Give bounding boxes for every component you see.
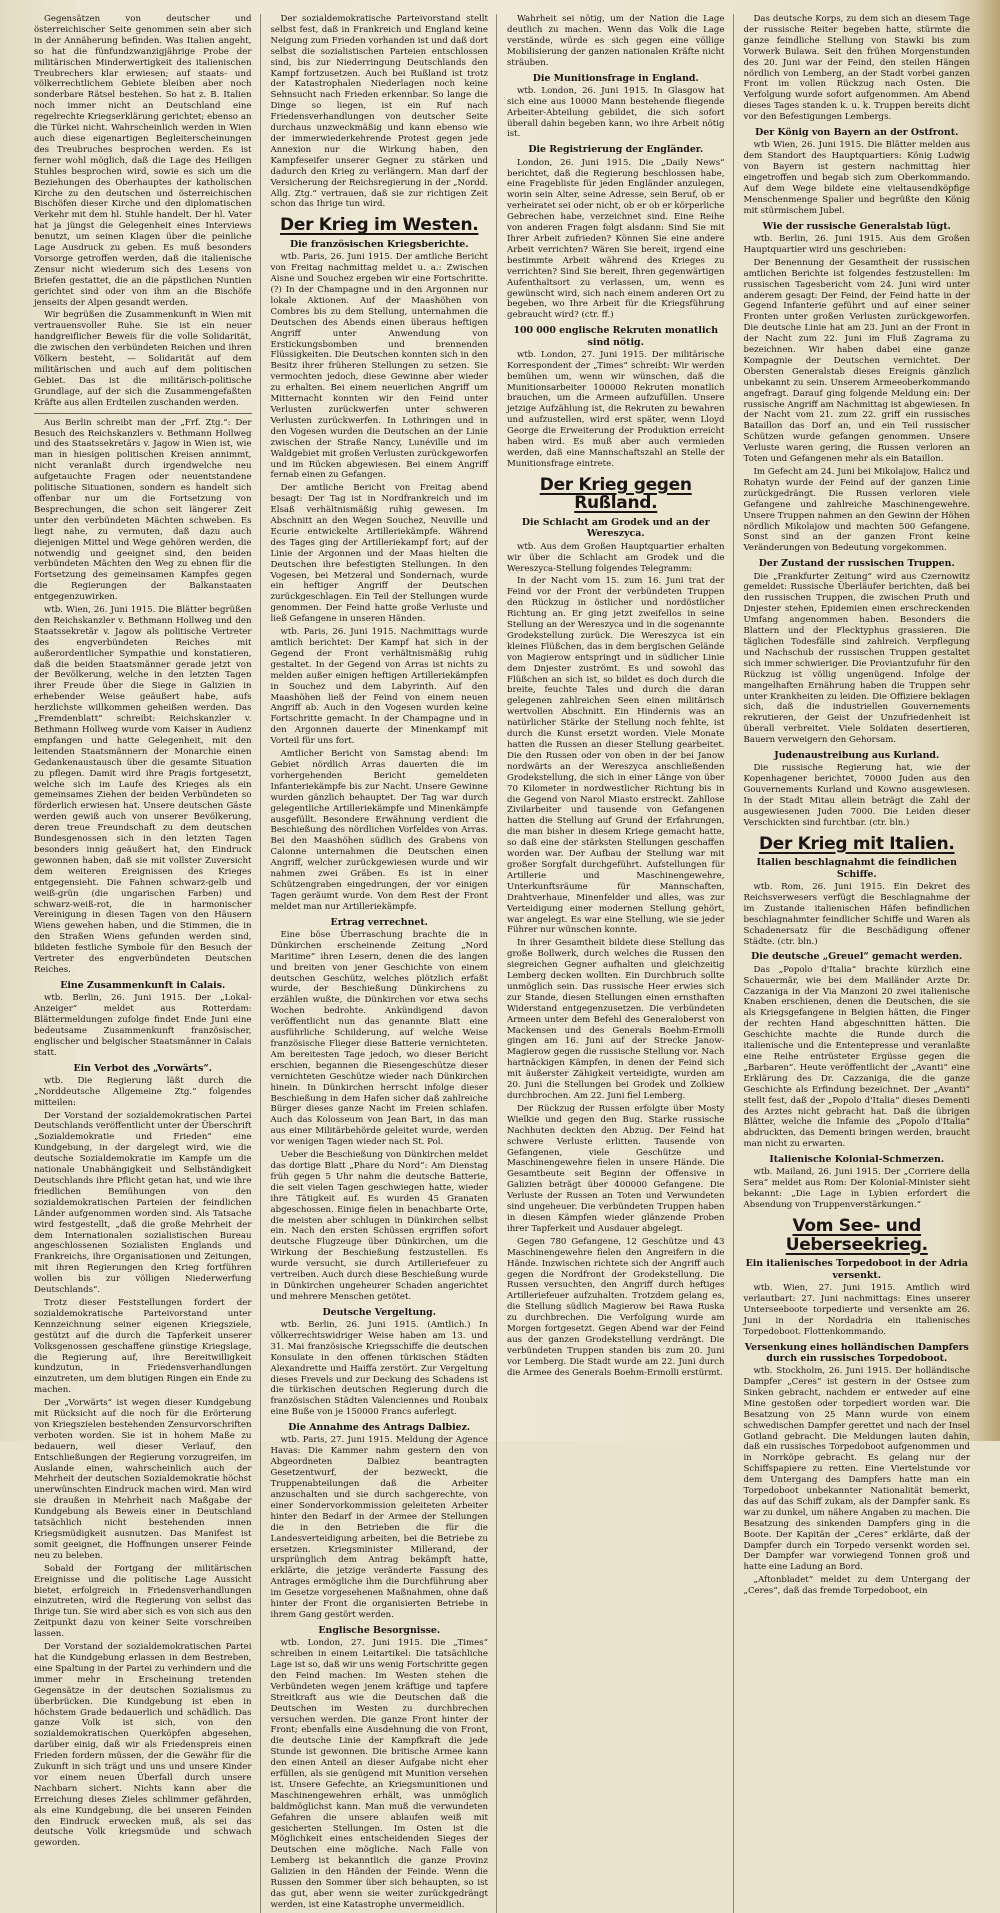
article-paragraph: Trotz dieser Feststellungen fordert der sozialdemokratische Parteivorstand unter Kennzeichnung seiner eigenen Kriegsziele, gestützt auf die durch die Tapferkeit unserer Volksgenossen geschaffene günstige Kriegslage, die Regierung auf, ihre Bereitwilligkeit kundzutun, in Friedensverhandlungen einzutreten, um dem blutigen Ringen ein Ende zu machen.: [34, 1297, 252, 1396]
article-paragraph: wtb. Berlin, 26. Juni 1915. (Amtlich.) In völkerrechtswidriger Weise haben am 13. und 31. Mai französische Kriegsschiffe die deutschen Konsulate in den offenen türkischen Städten Alexandrette und Haiffa zerstört. Zur Vergeltung dieses Frevels und zur Deckung des Schadens ist die türkischen deutschen Regierung durch die französischen Städten Valenciennes und Roubaix eine Buße von je 150000 Francs auferlegt.: [270, 1320, 488, 1418]
article-paragraph: „Aftonbladet“ meldet zu dem Untergang der „Ceres“, daß das fremde Torpedoboot, ein: [743, 1575, 970, 1597]
article-headline: Englische Besorgnisse.: [318, 1624, 441, 1636]
article-paragraph: Amtlicher Bericht von Samstag abend: Im Gebiet nördlich Arras dauerten die im vorhergehenden Bericht gemeldeten Infanteriekämpfe bis zur Nacht. Unsere Gewinne wurden gänzlich behauptet. Der Tag war durch gelegentliche Artilleriekämpfe und Minenkämpfe ausgefüllt. Besondere Erwähnung verdient die Beschießung des nördlichen Vorfeldes von Arras. Bei den Maashöhen südlich des Grabens von Calonne unternahmen die Deutschen einen Angriff, welcher zurückgewiesen wurde und wir nahmen zwei Gräben. Es ist in einer Schützengraben eingedrungen, der vor einigen Tagen geräumt wurde. Von dem Rest der Front meldet man nur Artilleriekämpfe.: [270, 749, 488, 912]
article-paragraph: Die russische Regierung hat, wie der Kopenhagener berichtet, 70000 Juden aus den Gouvernements Kurland und Kowno ausgewiesen. In der Stadt Mitau allein beträgt die Zahl der ausgewiesenen Juden 7000. Die Leiden dieser Verschickten sind furchtbar. (ctr. bln.): [743, 763, 970, 828]
article-headline: Die Schlacht am Grodek und an der Wereszyca.: [521, 517, 710, 540]
article-headline: Die französischen Kriegsberichte.: [289, 239, 469, 250]
article-paragraph: Der Vorstand der sozialdemokratischen Partei Deutschlands veröffentlicht unter der Überschrift „Sozialdemokratie und Frieden“ eine Kundgebung, in der dargelegt wird, wie die deutsche Sozialdemokratie im Kampfe um die nationale Unabhängigkeit und Selbständigkeit Deutschlands ihre Pflicht getan hat, und wie ihre friedlichen Bemühungen von den sozialdemokratischen Parteien der feindlichen Länder aufgenommen worden sind. Als Tatsache wird festgestellt, „daß die große Mehrheit der dem Internationalen sozialistischen Bureau angeschlossenen Sozialisten Englands und Frankreichs, ihre Organisationen und Zeitungen, mit ihren Regierungen den Krieg fortführen wollen bis zur völligen Niederwerfung Deutschlands“.: [34, 1110, 252, 1296]
article-paragraph: Der „Vorwärts“ ist wegen dieser Kundgebung mit Rücksicht auf die noch für die Erörterung von Kriegszielen bestehenden Zensurvorschriften verboten worden. Sie ist in hohem Maße zu bedauern, weil dieser Verlauf, den Entschließungen der Regierung vorzugreifen, im Auslande einen, wahrscheinlich auch der Mehrheit der deutschen Sozialdemokratie höchst unerwünschten Eindruck machen wird. Man wird sie draußen in Mehrheit nach Maßgabe der Kundgebung als Beweis einer in Deutschland tatsächlich nicht bestehenden innen Kriegsmüdigkeit ausnutzen. Das Manifest ist somit geeignet, die Hoffnungen unserer Feinde neu zu beleben.: [34, 1398, 252, 1561]
article-paragraph: Gegensätzen von deutscher und österreichischer Seite genommen sein aber sich in der Annäherung befinden. Was Italien angeht, so hat die fünfundzwanzigjährige Probe der militärischen Minderwertigkeit des italienischen Treubrechers klar erwiesen; auf staats- und völkerrechtlichem Gebiete bleiben aber noch sonderbare Rätsel bestehen. So hat z. B. Italien noch immer nicht an Deutschland eine regelrechte Kriegserklärung gerichtet; ebenso an die Türkei nicht. Wahrscheinlich werden in Wien auch diese eigenartigen Begleiterscheinungen des Treubruches besprochen werden. Es ist ferner wohl möglich, daß die Lage des Heiligen Stuhles besprochen wird, sowie es sich um die Beziehungen des Oberhauptes der katholischen Kirche zu den deutschen und österreichischen Bischöfen dieser Kirche und den diplomatischen Verkehr mit dem hl. Stuhle handelt. Der hl. Vater hat ja jüngst die Gelegenheit eines Interviews benutzt, um seinen Klagen über die peinliche Lage Ausdruck zu geben. Es muß besonders Vorsorge getroffen werden, daß die italienische Zensur nicht wiederum sich des Lesens von Briefen gestattet, die an die päpstlichen Nuntien gerichtet sind oder von ihm an die Bischöfe jenseits der Alpen gesandt werden.: [34, 14, 252, 308]
article-headline: Versenkung eines holländischen Dampfers durch ein russisches Torpedoboot.: [744, 1341, 969, 1364]
article-headline: 100 000 englische Rekruten monatlich sind nötig.: [513, 325, 719, 348]
article-paragraph: Wir begrüßen die Zusammenkunft in Wien mit vertrauensvoller Ruhe. Sie ist ein neuer handgreiflicher Beweis für die volle Solidarität, die zwischen den verbündeten Reichen und ihren Völkern besteht, — Solidarität auf dem militärischen und auch auf dem politischen Gebiet. Das ist die militärisch-politische Grundlage, auf der sich die Zusammengefaßten Kräfte aus allen Erdteilen zuschanden werden.: [34, 310, 252, 408]
column-2: [271, 14, 498, 1913]
article-headline: Der Zustand der russischen Truppen.: [758, 558, 955, 570]
article-paragraph: wtb. London, 27. Juni 1915. Die „Times“ schreiben in einem Leitartikel: Die tatsächliche Lage ist so, daß wir uns wenig Fortschritte gegen den Feind machen. Im Westen stehen die Verbündeten wegen jenem kräftige und tapfere Streitkraft aus wie die Deutschen daß die Deutschen im Westen zu durchbrechen versuchen werden. Die ganze Front hinter der Front; ebenfalls eine Ausdehnung die von Front, die deutsche Linie der Kampfkraft die jede Stunde ist gewonnen. Die britische Armee kann den einen Anteil an dieser Aufgabe nicht eher erfüllen, als sie genügend mit Munition versehen ist. Unsere Gefechte, an Kriegsmunitionen und Maschinengewehren erhält, was unmöglich baldmöglichst kann. Man muß die verwundeten Gefahren die unsere ablaufen weiß mit gesicherten Stellungen. Im Osten ist die Möglichkeit eines entscheidenden Sieges der Deutschen eine mögliche. Nach Falle von Lemberg ist bekanntlich die ganze Provinz Galizien in den Händen der Feinde. Wenn die Russen den Sommer über sich behaupten, so ist das gut, aber wenn sie weiter zurückgedrängt werden, ist eine Katastrophe unvermeidlich.: [270, 1638, 488, 1910]
article-headline: Die Annahme des Antrags Dalbiez.: [288, 1422, 471, 1434]
article-paragraph: wtb. London, 27. Juni 1915. Der militärische Korrespondent der „Times“ schreibt: Wir werden bemühen um, wenn wir wünschen, daß die Munitionsarbeiter 100000 Rekruten monatlich brauchen, um die Armeen aufzufüllen. Unsere jetzige Aufzählung ist, die Rekruten zu bewahren und aufzustellen, wird erst später, wenn Lloyd George die Erweiterung der Produktion erreicht haben wird. Es muß aber auch vermieden werden, daß eine Mannschaftszahl an Stelle der Munitionsfrage eintrete.: [507, 349, 725, 469]
article-paragraph: Das deutsche Korps, zu dem sich an diesem Tage der russische Reiter begeben hatte, stürmte die ganze feindliche Stellung von Stawki bis zum Vorwerk Bulawa. Seit den frühen Morgenstunden des 20. Juni war der Feind, den steilen Hängen nördlich von Lemberg, an der Stadt vorbei ganzen Front im vollen Rückzug nach Osten. Die Verfolgung wurde sofort aufgenommen. Am Abend dieses Tages standen k. u. k. Truppen bereits dicht vor den Befestigungen Lembergs.: [743, 14, 970, 123]
article-paragraph: wtb. Wien, 27. Juni 1915. Amtlich wird verlautbart: 27. Juni nachmittags: Eines unserer Unterseeboote torpedierte und versenkte am 26. Juni in der Nordadria ein italienisches Torpedoboot. Flottenkommando.: [743, 1282, 970, 1337]
article-paragraph: wtb. Mailand, 26. Juni 1915. Der „Corriere della Sera“ meldet aus Rom: Der Kolonial-Minister sieht bekannt: „Die Lage in Lybien erfordert die Absendung von Truppenverstärkungen.“: [743, 1167, 970, 1211]
article-paragraph: Die „Frankfurter Zeitung“ wird aus Czernowitz gemeldet: Russische Überläufer berichten, daß bei den russischen Truppen, die zwischen Pruth und Dnjester stehen, Epidemien einen erschreckenden Umfang angenommen haben. Besonders die Blattern und der Flecktyphus grassieren. Die täglichen Todesfälle sind zahlreich. Verpflegung und Nachschub der russischen Truppen gestaltet sich immer schwieriger. Die Proviantzufuhr für den Rückzug ist völlig ungenügend. Infolge der mangelhaften Ernährung haben die Truppen sehr unter Krankheiten zu leiden. Die Offiziere beklagen sich, daß die industriellen Gouvernements rekrutieren, der Geist der Unzufriedenheit ist überall verbreitet. Viele Soldaten desertieren, Bauern verweigern den Gehorsam.: [743, 571, 970, 746]
article-headline: Deutsche Vergeltung.: [322, 1306, 436, 1318]
section-heading: Der Krieg im Westen.: [280, 215, 479, 236]
column-rule: [34, 413, 252, 414]
article-paragraph: London, 26. Juni 1915. Die „Daily News“ berichtet, daß die Regierung beschlossen habe, eine Fragebliste für jeden Engländer anzulegen, worin sein Alter, seine Adresse, sein Beruf, ob er verheiratet sei oder nicht, ob er ob er körperliche Gebrechen habe, verzeichnet sind. Eine Reihe von anderen Fragen folgt alsdann: Sind Sie mit Ihrer Arbeit zufrieden? Können Sie eine andere Arbeit verrichten? Wären Sie bereit, irgend eine bestimmte Arbeit während des Krieges zu verrichten? Sind Sie bereit, Ihren gegenwärtigen Aufenthaltsort zu verlassen, um, wenn es gewünscht wird, sich nach einem anderen Ort zu begeben, wo Ihre Arbeit für die Kriegsführung gebraucht wird? (ctr. ff.): [507, 157, 725, 321]
section-heading: Der Krieg mit Italien.: [758, 833, 955, 854]
article-paragraph: Eine böse Überraschung brachte die in Dünkirchen erscheinende Zeitung „Nord Maritime“ ihren Lesern, denen die des langen und breiten von jener Geschichte von einem deutschen Geschütz, welches plötzlich erfaßt wurde, der Beschießung Dünkirchens zu erzählen wußte, die Dünkirchen vor etwa sechs Wochen bedrohte. Ankündigend davon veröffentlicht nun das genannte Blatt eine ausführliche Schilderung, auf welche Weise französische Flieger diese Batterie vernichteten. Am bereitesten Tage jedoch, wo dieser Bericht erschien, begannen die Riesengeschütze dieser vernichteten Geschütze wieder nach Dünkirchen hinein. In Dünkirchen herrscht infolge dieser Beschießung in dem Hafen sicher daß zahlreiche Bürger dieses ganze Nacht im Freien schlafen. Auch das Kolosseum von Jean Bart, in das man aus einer Militärbehörde geleitet wurde, werden vor wenigen Tagen wieder nach St. Pol.: [270, 929, 488, 1148]
article-paragraph: Der sozialdemokratische Parteivorstand stellt selbst fest, daß in Frankreich und England keine Neigung zum Frieden vorhanden ist und daß dort selbst die sozialistischen Parteien entschlossen sind, bis zur Niederringung Deutschlands den Kampf fortzusetzen. Auch bei Rußland ist trotz der Katastrophalen Niederlagen noch keine Sehnsucht nach Frieden erkennbar. So lange die Dinge so liegen, ist ein Ruf nach Friedensverhandlungen von deutscher Seite durchaus unzweckmäßig und kann ebenso wie der immerwiederkehrende Protest gegen jede Annexion nur die Wirkung haben, den Kampfeseifer unserer Gegner zu stärken und dadurch den Krieg zu verlängern. Man darf der Versicherung der Reichsregierung in der „Nordd. Allg. Ztg.“ vertrauen, daß sie zur richtigen Zeit schon das Ihrige tun wird.: [270, 14, 488, 210]
article-headline: Italien beschlagnahmt die feindlichen Schiffe.: [756, 857, 957, 880]
article-paragraph: In ihrer Gesamtheit bildete diese Stellung das große Bollwerk, durch welches die Russen den siegreichen Gegner aufhalten und gleichzeitig Lemberg decken wollten. Ein Durchbruch sollte unmöglich sein. Das russische Heer erwies sich zur Stande, diesen Stellungen einen ernsthaften Widerstand entgegenzusetzen. Die verbündeten Armeen unter dem Befehl des Generaloberst von Mackensen und des Generals Boehm-Ermolli gingen am 16. Juni auf der Strecke Janow-Magierow gegen die russische Stellung vor. Nach hartnäckigen Kämpfen, in denen der Feind sich mit äußerster Zähigkeit verteidigte, wurden am 20. Juni die Stellungen bei Grodek und Zolkiew durchbrochen. Am 22. Juni fiel Lemberg.: [507, 938, 725, 1101]
article-paragraph: Im Gefecht am 24. Juni bei Mikolajow, Halicz und Rohatyn wurde der Feind auf der ganzen Linie zurückgedrängt. Die Russen verloren viele Gefangene und zahlreiche Maschinengewehre. Unsere Truppen nahmen an den Gewinn der Höhen nördlich Mikolajow und machten 500 Gefangene. Sonst sind an der ganzen Front keine Veränderungen von Bedeutung vorgekommen.: [743, 467, 970, 554]
article-headline: Ertrag verrechnet.: [330, 916, 428, 928]
article-headline: Eine Zusammenkunft in Calais.: [60, 979, 226, 991]
article-paragraph: wtb. Paris, 26. Juni 1915. Nachmittags wurde amtlich berichtet: Der Kampf hat sich in der Gegend der Front verhältnismäßig ruhig gestaltet. In der Gegend von Arras ist nichts zu melden außer einigen heftigen Artilleriekämpfen in Souchez und dem Labyrinth. Auf den Maashöhen ließ der Feind von einem neuen Angriff ab. Auch in den Vogesen wurden keine Fortschritte gemacht. In der Champagne und in den Argonnen dauerte der Minenkampf mit Vorteil für uns fort.: [270, 627, 488, 747]
article-headline: Ein Verbot des „Vorwärts“.: [73, 1062, 213, 1074]
article-paragraph: Der Rückzug der Russen erfolgte über Mosty Wielkie und gegen den Bug. Starke russische Nachhuten deckten den Abzug. Der Feind hat schwere Verluste erlitten. Tausende von Gefangenen, viele Geschütze und Maschinengewehre fielen in unsere Hände. Die Gesamtbeute seit Beginn der Offensive in Galizien beträgt über 400000 Gefangene. Die Verluste der Russen an Toten und Verwundeten sind ungeheuer. Die verbündeten Truppen haben in diesen Kämpfen wieder glänzende Proben ihrer Tapferkeit und Ausdauer abgelegt.: [507, 1103, 725, 1234]
article-paragraph: Wahrheit sei nötig, um der Nation die Lage deutlich zu machen. Wenn das Volk die Lage verstände, würde es sich gegen eine völlige Mobilisierung der ganzen nationalen Kräfte nicht sträuben.: [507, 14, 725, 68]
article-paragraph: wtb. Rom, 26. Juni 1915. Ein Dekret des Reichsverwesers verfügt die Beschlagnahme der im Zustande italienischen Häfen befindlichen beschlagnahmter feindlicher Schiffe und Waren als Schadenersatz für die Beschädigung offener Städte. (ctr. bln.): [743, 882, 970, 947]
article-paragraph: Der Benennung der Gesamtheit der russischen amtlichen Berichte ist folgendes festzustellen: Im russischen Tagesbericht vom 24. Juni wird unter anderem gesagt: Der Feind, der Feind hatte in der Gegend Infanterie geführt und auf einer seiner Fronten unter großen Verlusten zurückgeworfen. Die deutsche Linie hat am 23. Juni an der Front in der Nacht zum 22. Juni im Fluß Zagrama zu bezeichnen. Wir haben dabei eine ganze Kompagnie der Deutschen vernichtet. Der Obersten Generalstab dieses Ereignis gänzlich unbekannt zu sein. Unserem Armeeoberkommando angefragt. Darauf ging folgende Meldung ein: Der russische Angriff am Nachmittag ist abgewiesen. In der Nacht vom 21. zum 22. griff ein russisches Bataillon das Dorf an, und ein Teil russischer Schützen wurde gefangen genommen. Unsere Verluste waren gering, die Russen verloren an Toten und Gefangenen mehr als ein Bataillon.: [743, 257, 970, 465]
article-headline: Die Registrierung der Engländer.: [528, 144, 704, 156]
column-1: [34, 14, 261, 1913]
article-paragraph: Das „Popolo d'Italia“ brachte kürzlich eine Schauermär, wie bei dem Mailänder Arzte Dr. Cazzaniga in der Via Manzoni 20 zwei italienische Knaben erschienen, denen die Deutschen, die sie als Kriegsgefangene in Belgien hätten, die Finger der rechten Hand abgeschnitten hätten. Die Geschichte machte die Runde durch die italienische und die Ententepresse und veranlaßte eine Reihe entrüsteter Ergüsse gegen die „Barbaren“. Heute veröffentlicht der „Avanti“ eine Erklärung des Dr. Cazzaniga, die die ganze Geschichte als Erfindung bezeichnet. Der „Avanti“ stellt fest, daß der „Popolo d'Italia“ dieses Dementi des Arztes nicht gebracht hat. Daß die übrigen Blätter, welche die Infamie des „Popolo d'Italia“ abdruckten, das Dementi bringen werden, braucht man nicht zu erwarten.: [743, 964, 970, 1150]
article-paragraph: Der amtliche Bericht von Freitag abend besagt: Der Tag ist in Nordfrankreich und im Elsaß verhältnismäßig ruhig gewesen. Im Abschnitt an den Wegen Souchez, Neuville und Ecurie entwickelte Artilleriekämpfe. Während des Tages ging der Artilleriekampf fort; auf der Linie der Argonnen und der Maas hielten die Deutschen ihre befestigten Stellungen. In den Vogesen, bei Metzeral und Sondernach, wurde ein heftiger Angriff der Deutschen zurückgeschlagen. Ein Teil der Stellungen wurde genommen. Der Feind hatte große Verluste und ließ Gefangene in unseren Händen.: [270, 483, 488, 625]
article-paragraph: wtb. Stockholm, 26. Juni 1915. Der holländische Dampfer „Ceres“ ist gestern in der Ostsee zum Sinken gebracht, nachdem er entweder auf eine Mine gestoßen oder torpediert worden war. Die Besatzung von 25 Mann wurde von einem schwedischen Dampfer gerettet und nach der Insel Gotland gebracht. Die Meldungen lauten dahin, daß ein russisches Torpedoboot aufgenommen und in Norrköpe gebracht. Es gelang nur der Schiffspapiere zu retten. Eine Viertelstunde vor dem Untergang des Dampfers hatte man ein Torpedoboot unbekannter Nationalität bemerkt, das auf das Schiff zukam, als der Dampfer sank. Es war zu dunkel, um nähere Angaben zu machen. Die Besatzung des sinkenden Dampfers ging in die Boote. Der Kapitän der „Ceres“ erklärte, daß der Dampfer durch ein Torpedo versenkt worden sei. Der Dampfer war vorwiegend Tonnen groß und hatte eine Ladung an Bord.: [743, 1366, 970, 1573]
article-paragraph: wtb. Aus dem Großen Hauptquartier erhalten wir über die Schlacht am Grodek und die Wereszyca-Stellung folgendes Telegramm:: [507, 541, 725, 574]
article-paragraph: wtb. Berlin, 26. Juni 1915. Aus dem Großen Hauptquartier wird uns geschrieben:: [743, 233, 970, 255]
article-headline: Die Munitionsfrage in England.: [532, 72, 699, 84]
column-3: [507, 14, 734, 1913]
article-paragraph: Ueber die Beschießung von Dünkirchen meldet das dortige Blatt „Phare du Nord“: Am Dienstag früh gegen 5 Uhr nahm die deutsche Batterie, die seit vielen Tagen geschwiegen hatte, wieder ihre Tätigkeit auf. Es wurden 45 Granaten abgeschossen. Einige fielen in benachbarte Orte, die meisten aber schlugen in Dünkirchen selbst ein. Nach den ersten Schüssen ergriffen sofort deutsche Flugzeuge über Dünkirchen, um die Wirkung der Beschießung festzustellen. Es wurde versucht, sie durch Artilleriefeuer zu vertreiben. Auch durch diese Beschießung wurde in Dünkirchen ungeheurer Schaden angerichtet und mehrere Menschen getötet.: [270, 1150, 488, 1302]
article-paragraph: Aus Berlin schreibt man der „Frf. Ztg.“: Der Besuch des Reichskanzlers v. Bethmann Hollweg und des Staatssekretärs v. Jagow in Wien ist, wie man in hiesigen politischen Kreisen annimmt, nicht veranlaßt durch irgendwelche neu aufgetauchte Fragen oder neuentstandene politische Situationen, sondern es handelt sich offenbar nur um die Fortsetzung von Besprechungen, die schon seit längerer Zeit unter den verbündeten Mächten schweben. Es liegt nahe, zu vermuten, daß dazu auch diejenigen Mittel und Wege gehören werden, die notwendig und geeignet sind, den beiden verbündeten Mächten den Weg zu ebnen für die Fortsetzung des gemeinsamen Kampfes gegen die Regierungen der Balkanstaaten entgegenzuwirken.: [34, 417, 252, 603]
article-headline: Wie der russische Generalstab lügt.: [762, 220, 951, 232]
article-paragraph: wtb. Die Regierung läßt durch die „Norddeutsche Allgemeine Ztg.“ folgendes mitteilen:: [34, 1075, 252, 1108]
article-headline: Ein italienisches Torpedoboot in der Adria versenkt.: [745, 1258, 968, 1281]
article-paragraph: wtb. Wien, 26. Juni 1915. Die Blätter begrüßen den Reichskanzler v. Bethmann Hollweg und den Staatssekretär v. Jagow als politische Vertreter des engverbündeten Reiches mit außerordentlicher Sympathie und konstatieren, daß die beiden Staatsmänner gerade jetzt von der Bevölkerung, welche in den letzten Tagen ihrer Freude über die Siege in Galizien in erhebender Weise geäußert habe, aufs herzlichste willkommen geheißen werden. Das „Fremdenblatt“ schreibt: Reichskanzler v. Bethmann Hollweg wurde vom Kaiser in Audienz empfangen und hatte Gelegenheit, mit den leitenden Staatsmännern der Monarchie einen Gedankenaustausch über die gesamte Situation zu pflegen. Damit wird ihre Pragis fortgesetzt, welche sich im Laufe des Krieges als ein gemeinsames Ziehen der beiden Verbündeten so förderlich erwiesen hat. Unsere deutschen Gäste werden gewiß auch von unserer Bevölkerung, deren treue Freundschaft zu dem deutschen Bundesgenossen sich in den letzten Tagen besonders innig geäußert hat, den Eindruck gewonnen haben, daß sie mit vollster Zuversicht dem weiteren Ereignissen des Krieges entgegensieht. Die Fahnen schwarz-gelb und weiß-grün (die ungarischen Farben) und schwarz-weiß-rot, die in harmonischer Vereinigung in diesen Tagen von den Häusern Wiens gewehen haben, und die Stimmen, die in den Straßen Wiens gefunden werden sind, bildeten festliche Symbole für den Besuch der Vertreter des engverbündeten Deutschen Reiches.: [34, 605, 252, 975]
article-headline: Judenaustreibung aus Kurland.: [774, 750, 940, 762]
section-heading: Der Krieg gegen Rußland.: [539, 474, 692, 514]
article-headline: Italienische Kolonial-Schmerzen.: [769, 1154, 945, 1166]
article-paragraph: wtb. Paris, 27. Juni 1915. Meldung der Agence Havas: Die Kammer nahm gestern den von Abgeordneten Dalbiez beantragten Gesetzentwurf, der bezweckt, die Truppenabteilungen daß die Arbeiter anzuschalten und sie durch sachgerechte, von einer Sondervorkommission geleiteten Arbeiter hinter den Bedarf in der Armee der Stellungen die in den Betrieben die für die Landesverteidigung arbeiten, bei die Betriebe zu ersetzen. Kriegsminister Millerand, der ursprünglich dem Antrag bekämpft hatte, erklärte, die jetzige veränderte Fassung des Antrages ermögliche ihm die Durchführung aber im Gesetze vorgesehenen Maßnahmen, ohne daß hinter der Front die organisierten Betriebe in ihrem Gang gestört werden.: [270, 1435, 488, 1620]
article-paragraph: Gegen 780 Gefangene, 12 Geschütze und 43 Maschinengewehre fielen den Angreifern in die Hände. Inzwischen richtete sich der Angriff auch gegen die Nordfront der Grodekstellung. Die Russen versuchten, den Angriff durch heftiges Artilleriefeuer aufzuhalten. Trotzdem gelang es, die Stellung südlich Magierow bei Rawa Ruska zu durchbrechen. Die Verfolgung wurde am Morgen fortgesetzt. Gegen Abend war der Feind aus der ganzen Grodekstellung verdrängt. Die verbündeten Truppen standen bis zum 20. Juni vor Lemberg. Die Stadt wurde am 22. Juni durch die Armee des Generals Boehm-Ermolli erstürmt.: [507, 1236, 725, 1378]
article-paragraph: In der Nacht vom 15. zum 16. Juni trat der Feind vor der Front der verbündeten Truppen den Rückzug in östlicher und nordöstlicher Richtung an. Er ging jetzt zweifellos in seine Stellung an der Wereszyca und in die sogenannte Grodekstellung zurück. Die Wereszyca ist ein kleines Flüßchen, das in dem bergischen Gelände von Magierow entspringt und in südlicher Linie dem Dnjester zuströmt. Es und sowohl das Flüßchen an sich ist, so bildet es doch durch die breite, feuchte Tales und durch die daran gelegenen zahlreichen Seen einen militärisch wertvollen Abschnitt. Ein Hindernis was an natürlicher Stärke der Stellung noch fehlte, ist durch die Kunst ersetzt worden. Viele Monate hatten die Russen an dieser Stellung gearbeitet. Die den Russen oder von oben in der bei Janow nordwärts an der Wereszyca anschließenden Grodekstellung, die sich in einer Länge von über 70 Kilometer in nordwestlicher Richtung bis in die Gegend von Narol Miasto erstreckt. Zahllose Zivilarbeiter und tausende von Gefangenen hatten die Stellung auf Grund der Erfahrungen, die man bisher in diesem Kriege gemacht hatte, so daß eine der stärksten Stellungen geschaffen worden war. Der Aufbau der Stellung war mit großer Sorgfalt durchgeführt. Aufstellungen für Artillerie und Maschinengewehre, Unterkunftsräume für Mannschaften, Drahtverhaue, Minenfelder und alles, was zur Verteidigung einer modernen Stellung gehört, war angelegt. Es war eine Stellung, wie sie jeder Führer nur wünschen konnte.: [507, 576, 725, 936]
article-paragraph: wtb. London, 26. Juni 1915. In Glasgow hat sich eine aus 10000 Mann bestehende fliegende Arbeiter-Abteilung gebildet, die sich sofort überall dahin begeben kann, wo ihre Arbeit nötig ist.: [507, 85, 725, 140]
article-paragraph: Sobald der Fortgang der militärischen Ereignisse und die politische Lage Aussicht bietet, erfolgreich in Friedensverhandlungen einzutreten, wird die Regierung von selbst das Ihrige tun. Sie wird aber sich es von sich aus den Zeitpunkt dazu von keiner Seite vorschreiben lassen.: [34, 1563, 252, 1640]
article-paragraph: wtb Wien, 26. Juni 1915. Die Blätter melden aus dem Standort des Hauptquartiers: König Ludwig von Bayern ist gestern nachmittag hier eingetroffen und begab sich zum Oberkommando. Auf dem Wege bildete eine vieltausendköpfige Menschenmenge Spalier und begrüßte den König mit stürmischem Jubel.: [743, 140, 970, 216]
section-heading: Vom See- und Ueberseekrieg.: [785, 1216, 928, 1255]
article-paragraph: wtb. Paris, 26. Juni 1915. Der amtliche Bericht von Freitag nachmittag meldet u. a.: Zwischen Aisne und Souchez ergeben wir eine Fortschritte. (?) In der Champagne und in den Argonnen nur lokale Aktionen. Auf der Maashöhen von Combres bis zu dem Stellung, unternahmen die Deutschen des Abends einen überaus heftigen Angriff unter Anwendung von Erstickungsbomben und brennenden Flüssigkeiten. Die Deutschen konnten sich in den Besitz ihrer früheren Stellungen zu setzen. Sie vermochten jedoch, diese Gewinne aber wieder zu erhalten. Bei einem neuerlichen Angriff um Mitternacht konnten wir den Feind unter Verlusten zurückwerfen unter schweren Verlusten zurückwerfen. In Lothringen und in den Vogesen wurden die Deutschen an der Linie zwischen der Straße Nancy, Lunéville und im Waldgebiet mit großen Verlusten zurückgeworfen und im Rücken abgewiesen. Bei einem Angriff fernab einen zu Gefangen.: [270, 252, 488, 481]
article-paragraph: wtb. Berlin, 26. Juni 1915. Der „Lokal-Anzeiger“ meldet aus Rotterdam: Blättermeldungen zufolge findet Ende Juni eine bedeutsame Zusammenkunft französischer, englischer und belgischer Staatsmänner in Calais statt.: [34, 993, 252, 1058]
column-grid: [34, 14, 970, 1910]
article-headline: Die deutsche „Greuel“ gemacht werden.: [751, 951, 963, 963]
column-4: [744, 14, 971, 1913]
article-paragraph: Der Vorstand der sozialdemokratischen Partei hat die Kundgebung erlassen in dem Bestreben, eine Spaltung in der Partei zu verhindern und die immer mehr in Erscheinung tretenden Gegensätze in der deutschen Sozialismus zu überbrücken. Die Kundgebung ist eben in höchstem Grade bedauerlich und schädlich. Das ganze Volk ist sich, von den sozialdemokratischen Querköpfen abgesehen, darüber einig, daß wir als Friedenspreis einen Frieden fordern müssen, der die Gewähr für die Zukunft in sich trägt und uns und unsere Kinder vor einem neuen Überfall durch unsere Nachbarn sichert. Nichts kann aber die Erreichung dieses Zieles schlimmer gefährden, als eine Kundgebung, die bei unseren Feinden den Eindruck erwecken muß, als sei das deutsche Volk kriegsmüde und schwach geworden.: [34, 1642, 252, 1849]
article-headline: Der König von Bayern an der Ostfront.: [755, 127, 959, 139]
